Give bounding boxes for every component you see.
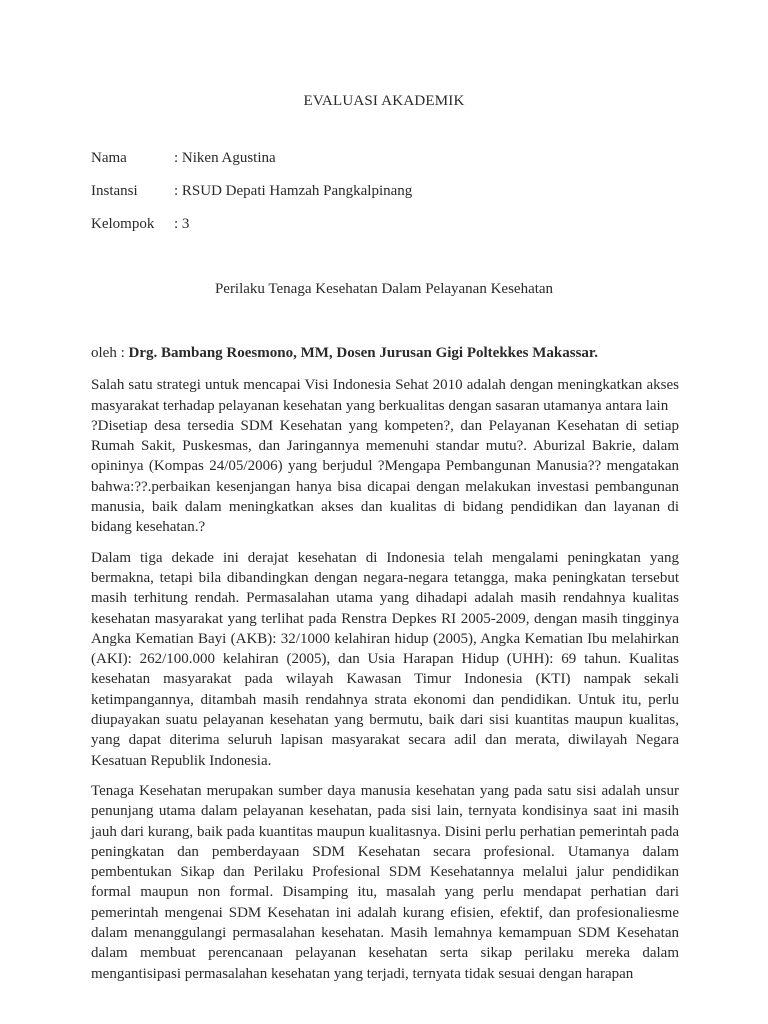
info-row-instansi (91, 181, 412, 201)
paragraph-2: ?Disetiap desa tersedia SDM Kesehatan yang kompeten?, dan Pelayanan Kesehatan di setiap Rumah Sakit, Puskesmas, dan Jaringannya memenuhi standar mutu?. Aburizal Bakrie, dalam opininya (Kompas 24/05/2006) yang berjudul ?Mengapa Pembangunan Manusia?? mengatakan bahwa:??.perbaikan kesenjangan hanya bisa dicapai dengan melakukan investasi pembangunan manusia, baik dalam meningkatkan akses dan kualitas di bidang pendidikan dan layanan di bidang kesehatan.? (91, 417, 679, 536)
paragraph-3: Dalam tiga dekade ini derajat kesehatan di Indonesia telah mengalami peningkatan yang bermakna, tetapi bila dibandingkan dengan negara-negara tetangga, maka peningkatan tersebut masih terhitung rendah. Permasalahan utama yang dihadapi adalah masih rendahnya kualitas kesehatan masyarakat yang terlihat pada Renstra Depkes RI 2005-2009, dengan masih tingginya Angka Kematian Bayi (AKB): 32/1000 kelahiran hidup (2005), Angka Kematian Ibu melahirkan (AKI): 262/100.000 kelahiran (2005), dan Usia Harapan Hidup (UHH): 69 tahun. Kualitas kesehatan masyarakat pada wilayah Kawasan Timur Indonesia (KTI) nampak sekali ketimpangannya, ditambah masih rendahnya strata ekonomi dan pendidikan. Untuk itu, perlu diupayakan suatu pelayanan kesehatan yang bermutu, baik dari sisi kuantitas maupun kualitas, yang dapat diterima seluruh lapisan masyarakat secara adil dan merata, diwilayah Negara Kesatuan Republik Indonesia. (91, 549, 679, 769)
byline-author: Drg. Bambang Roesmono, MM, Dosen Jurusan Gigi Poltekkes Makassar. (128, 345, 598, 361)
paragraph-4: Tenaga Kesehatan merupakan sumber daya manusia kesehatan yang pada satu sisi adalah unsur penunjang utama dalam pelayanan kesehatan, pada sisi lain, ternyata kondisinya saat ini masih jauh dari kurang, baik pada kuantitas maupun kualitasnya. Disini perlu perhatian pemerintah pada peningkatan dan pemberdayaan SDM Kesehatan secara profesional. Utamanya dalam pembentukan Sikap dan Perilaku Profesional SDM Kesehatannya melalui jalur pendidikan formal maupun non formal. Disamping itu, masalah yang perlu mendapat perhatian dari pemerintah mengenai SDM Kesehatan ini adalah kurang efisien, efektif, dan profesionaliesme dalam menanggulangi permasalahan kesehatan. Masih lemahnya kemampuan SDM Kesehatan dalam membuat perencanaan pelayanan kesehatan serta sikap perilaku mereka dalam mengantisipasi permasalahan kesehatan yang terjadi, ternyata tidak sesuai dengan harapan (91, 782, 679, 982)
info-row-nama (91, 148, 276, 168)
paragraph-1: Salah satu strategi untuk mencapai Visi Indonesia Sehat 2010 adalah dengan meningkatkan akses masyarakat terhadap pelayanan kesehatan yang berkualitas dengan sasaran utamanya antara lain (91, 377, 679, 414)
info-label-instansi: Instansi (91, 183, 138, 199)
info-value-kelompok: : 3 (174, 216, 190, 232)
info-label-kelompok: Kelompok (91, 216, 155, 232)
document-title: EVALUASI AKADEMIK (303, 93, 465, 109)
article-title: Perilaku Tenaga Kesehatan Dalam Pelayanan Kesehatan (214, 281, 554, 297)
info-row-kelompok (91, 214, 189, 234)
info-label-nama: Nama (91, 150, 127, 166)
byline-prefix: oleh : (91, 345, 129, 361)
byline (91, 343, 679, 363)
article-body (91, 343, 679, 994)
info-value-instansi: : RSUD Depati Hamzah Pangkalpinang (174, 183, 413, 199)
info-value-nama: : Niken Agustina (174, 150, 276, 166)
